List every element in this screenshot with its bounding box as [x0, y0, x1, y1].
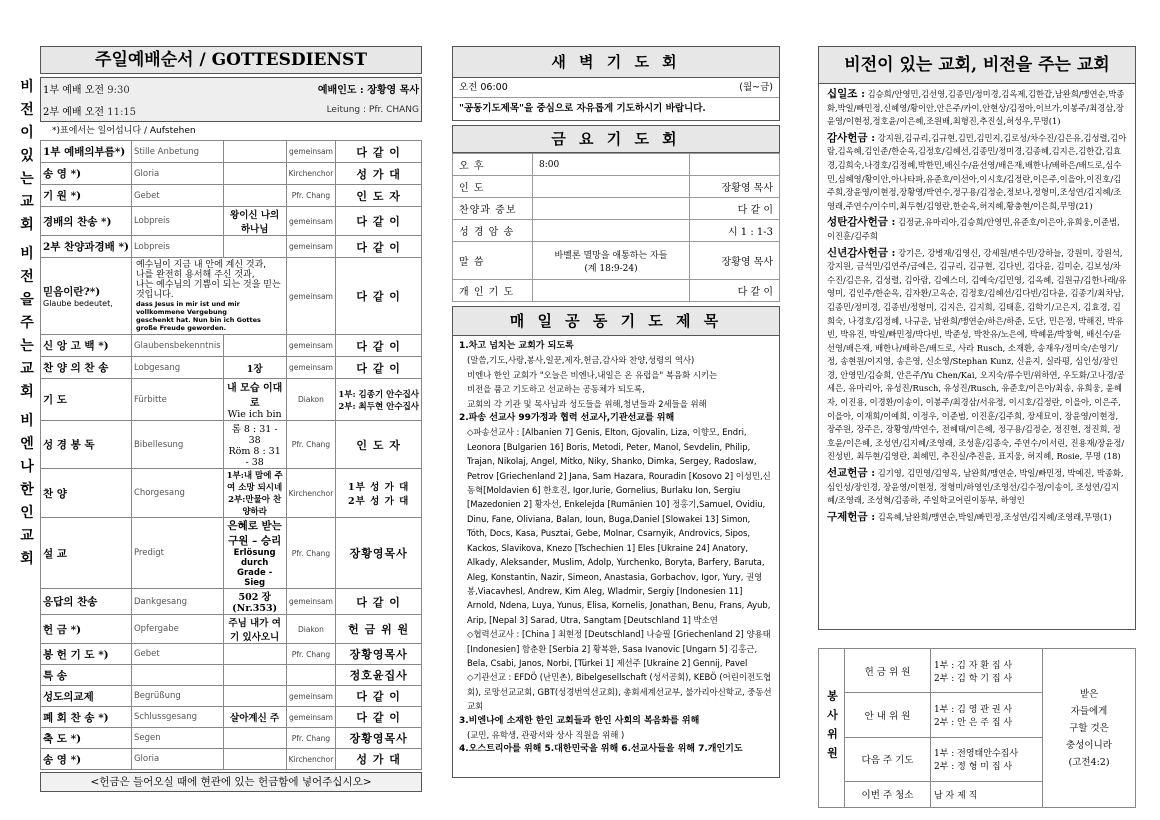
order-item: 2부 찬양과경배 *)	[41, 236, 132, 258]
prayer-text: ◇파송선교사 : [Albanien 7] Genis, Elton, Gjovalin, Liza, 이향모, Endri, Leonora [Bulgarien 16] Boris, Metodi, Peter, Manol, Sevdelin, Philip, Trajan, Nikolaj, Angel, Mitko, Niky, Shanko, Dimka, Sergey, Radoslaw, Petrov [Griechenland 2] Jana, Sam Hazara, Rouradin [Kosovo 2] 이성민,신동혁[Moldavien 6] 한호진, Igor,Iurie, Gornelius, Burlaku Ion, Sergiu [Mazedonien 2] 황자선, Enkelejda [Rumänien 10] 정홍기,Samuel, Ovidiu, Dinu, Fane, Oliviana, Balan, Ioun, Buga,Daniel [Slowakei 13] Simon, Tóth, Docs, Kasa, Pusztai, Gebe, Molnar, Csarnyik, Androvics, Sipos, Kackos, Slavikova, Knezo [Tschechien 1] Eles [Ukraine 24] Anatory, Alkady, Aleksander, Muslim, Adolp, Yurchenko, Boryta, Barfery, Baruta, Aleg, Konstantin, Nazir, Simeon, Anastasia, Gorbachov, Igor, Yury, 권영봉,Viacavhesl, Andrew, Kim Aleg, Wladmir, Sergiy [Indonesien 11] Arnold, Ndena, Luya, Yunus, Elisa, Kornelis, Jonathan, Benu, Frans, Ayub, Arip, [Nepal 3] Sarad, Utra, Sangtam [Deutschland 1] 박소연	[467, 427, 771, 625]
stand-note: *)표에서는 일어섭니다 / Aufstehen	[52, 126, 196, 136]
order-row	[41, 236, 422, 258]
friday-item: 찬양과 중보	[453, 198, 533, 220]
order-item: 송 영 *)	[41, 163, 132, 185]
choir-song2: 2부:만물아 찬양하라	[228, 495, 282, 517]
order-leader: gemeinsam	[286, 357, 336, 379]
order-leader: Kirchenchor	[286, 163, 336, 185]
verse-line: 충성이니라	[1066, 739, 1112, 751]
offering-names: 김기영, 김민영/김영옥, 남완희/맹연순, 박일/빠민정, 박예진, 박종화, 심인성/장인경, 장윤영/이현정, 정형미/하영인/조영선/김수정/이송이, 조성연/김지혜/조영래, 조성혁/김종하, 주일학교어린이동부, 하영인	[827, 468, 1124, 506]
committee-p2: 2부 : 정 형 미 집 사	[934, 762, 1013, 773]
service-committee	[818, 648, 1136, 808]
order-item-de: Begrüßung	[131, 686, 223, 707]
prayer-de: Fürbitte	[131, 379, 223, 421]
order-content: 502 장 (Nr.353)	[223, 589, 286, 615]
motto-char: 엔	[20, 436, 34, 452]
order-item: 신 앙 고 백 *)	[41, 335, 132, 357]
order-table	[40, 140, 422, 770]
friday-row	[453, 280, 780, 302]
offering-heading: 감사헌금 :	[827, 131, 876, 144]
prayer-meetings-panel	[452, 46, 780, 778]
order-leader: gemeinsam	[286, 141, 336, 163]
order-row	[41, 589, 422, 615]
order-item: 송 영 *)	[41, 749, 132, 770]
friday-row	[453, 242, 780, 280]
committee-people	[931, 737, 1043, 781]
friday-detail	[533, 220, 690, 242]
order-leader: Pfr. Chang	[286, 644, 336, 665]
sermon-leader: Pfr. Chang	[286, 518, 336, 589]
order-content: 살아계신 주	[223, 707, 286, 728]
order-item-de: Stille Anbetung	[131, 141, 223, 163]
friday-detail	[533, 280, 690, 302]
creed-line3: 나는 예수님의 기쁨이 되는 것을 믿는 것입니다.	[135, 280, 281, 300]
dawn-title: 새 벽 기 도 회	[452, 46, 780, 78]
order-item: 응답의 찬송	[41, 589, 132, 615]
order-item-de	[131, 665, 223, 686]
choir-song1: 1부:내 맘에 주여 소망 되시네	[226, 471, 283, 493]
order-item: 폐 회 찬 송 *)	[41, 707, 132, 728]
order-performer: 헌 금 위 원	[336, 615, 422, 644]
friday-row	[453, 154, 780, 176]
order-row	[41, 335, 422, 357]
order-content	[223, 163, 286, 185]
order-item: 봉 헌 기 도 *)	[41, 644, 132, 665]
committee-people	[931, 693, 1043, 737]
friday-detail-text: 8:00	[539, 159, 560, 170]
friday-row	[453, 198, 780, 220]
sermon-text-de: Erlösung durch Grade - Sieg	[233, 548, 276, 588]
service-times	[40, 77, 422, 122]
order-row	[41, 615, 422, 644]
order-item-de: Gebet	[131, 644, 223, 665]
motto-char: 전	[20, 269, 34, 285]
committee-p2: 2부 : 김 학 기 집 사	[934, 673, 1013, 684]
friday-detail-text: 바벨론 멸망을 애통하는 자들	[554, 250, 668, 261]
friday-detail	[533, 242, 690, 280]
order-content: 주님 내가 여기 있사오니	[223, 615, 286, 644]
offering-heading: 구제헌금 :	[827, 510, 876, 523]
order-row	[41, 207, 422, 236]
prayer-text: 비전을 품고 기도하고 선교하는 공동체가 되도록,	[467, 384, 645, 395]
prayer-heading: 2.파송 선교사 99가정과 협력 선교사,기관선교를 위해	[459, 413, 675, 424]
offering-names: 강기은, 강병재/김영신, 강세원/변수민/강하늘, 강원미, 강원석, 강지원, 금석민/김연주/금예은, 김규리, 김규현, 김다빈, 김다윤, 김미순, 김보성/차수진/김은유, 김성렬, 김아람, 김예스더, 김예숙/김민영, 김옥혜, 김원규/김한나래/유영미, 김인주/한순옥, 김자환/고옥순, 김정호/김혜선/김다빈/김다윤, 김종기/최차남, 김종민/정미경, 김종빈/정형미, 김지은, 김지희, 김태훈, 김학기/고은지, 김효경, 김희숙, 나경호/김정혜, 나규운, 남완희/맹연순/하은/하준, 도단, 민은정, 박해진, 박유빈, 박유진, 박일/빠민정/박다빈, 박준성, 박찬유/노은에, 박혜윤/박창혁, 배신수/윤선영/배은재, 배한나/배하은/배드로, 사라 Rusch, 소재환, 송재우/정미숙/손영기/정, 송현원/이지영, 송은영, 신소영/Stephan Kunz, 신윤지, 실라평, 심인성/장인경, 안영민/김승희, 안은주/Yu Chen/Kai, 오지숙/류수민/위하연, 우도화/고나경/공세은, 유마리아, 유성진/Rusch, 유성진/Rusch, 유준호/이은아/최송, 유희웅, 윤혜자, 이진용, 이경환/이송이, 이봉주/최경삼/서유정, 이시호/김정란, 이을아, 이은주, 이을아, 이재희/이예희, 이정우, 이준범, 이진훈/김주희, 장세묘이, 장윤영/이현정, 장주원, 장주은, 장황영/박연수, 전혜태/이은혜, 정구용/김정순, 정진현, 정진희, 정호윤/이은혜, 조성연/김지혜/조영래, 조성훈/김종숙, 주연수/이서린, 진용재/장윤정/진성빈, 최두현/김영란, 최혜민, 추진실/추진윤, 표지웅, 허지혜, Rosie, 무명 (18)	[827, 247, 1127, 462]
order-content	[223, 728, 286, 749]
sermon-de: Predigt	[131, 518, 223, 589]
order-leader: gemeinsam	[286, 236, 336, 258]
prayer-text: 비엔나 한인 교회가 "오늘은 비엔나,내일은 온 유럽을" 복음화 시키는	[467, 369, 718, 380]
prayer-title: 기 도	[41, 379, 132, 421]
choir-row	[41, 469, 422, 518]
order-item: 찬 양 의 찬 송	[41, 357, 132, 379]
committee-role: 안 내 위 원	[845, 693, 931, 737]
offering-heading: 성탄감사헌금 :	[827, 216, 896, 229]
order-leader	[286, 665, 336, 686]
sermon-text: 은혜로 받는 구원 – 승리	[227, 520, 282, 547]
order-performer: 다 같 이	[336, 236, 422, 258]
daily-title: 매 일 공 동 기 도 제 목	[452, 306, 780, 336]
bible-performer: 인 도 자	[336, 421, 422, 469]
creed-line5: geschenkt hat. Nun bin ich Gottes große Freude geworden.	[135, 316, 261, 332]
order-performer: 다 같 이	[336, 207, 422, 236]
order-row	[41, 357, 422, 379]
order-item-de: Gloria	[131, 163, 223, 185]
friday-item: 개 인 기 도	[453, 280, 533, 302]
choir-de: Chorgesang	[131, 469, 223, 518]
prayer-row	[41, 379, 422, 421]
sermon-row	[41, 518, 422, 589]
motto-char: 교	[20, 194, 34, 210]
offering-names: 김승희/안영민,김선영,김종민/정미경,김옥제,김한갑,남완희/맹연순,박종화,박일/빠민정,신혜영/황이안,안은주/카이,안현상/김정아,이브가,이봉주/최경삼,장윤영/이현정,정호윤/이은혜,조원배,최형진,추진실,허성우,무명(1)	[827, 89, 1125, 127]
worship-title: 주일예배순서 / GOTTESDIENST	[40, 46, 422, 74]
committee-verse	[1043, 649, 1136, 808]
offering-names: 강지원,김규리,김규현,김민,김민지,김로성/차수진/김은유,김성렬,김아람,김옥혜,김인준/한순옥,김정호/김혜선,김종민/정미경,김종혜,김지은,김한갑,김효경,김희숙,나경호/김정혜,박한민,배신수/윤선영/배은재,배한나/배하은/배드로,심수민,심혜영/황이안,아나타파,유준호/이선아,이시호/김정란,이은주,이을아,이진호/김주희,장윤영/이현정,장황영/박연수,정구용/김정순,정보나,정형미,조성연/김지혜/조영래,주연수/이수미,최두현/김영란,한순옥,허지혜,황충현/이은희,무명(21)	[827, 132, 1127, 211]
order-row	[41, 141, 422, 163]
prayer-heading: 3.비엔나에 소재한 한인 교회들과 한인 사회의 복음화를 위해	[459, 715, 700, 726]
order-item-de: Schlussgesang	[131, 707, 223, 728]
service1-label: 1부 예배 오전 9:30	[43, 85, 130, 97]
order-performer: 다 같 이	[336, 141, 422, 163]
friday-leader: 다 같 이	[690, 198, 780, 220]
dawn-note: "공동기도제목"을 중심으로 자유롭게 기도하시기 바랍니다.	[459, 103, 706, 114]
order-performer: 다 같 이	[336, 357, 422, 379]
order-performer: 성 가 대	[336, 163, 422, 185]
prayer-p1: 1부: 김종기 안수집사	[338, 389, 419, 400]
order-leader: gemeinsam	[286, 686, 336, 707]
prayer-text: (말씀,기도,사랑,봉사,일꾼,제자,헌금,감사와 찬양,성령의 역사)	[467, 355, 695, 366]
order-leader: Pfr. Chang	[286, 728, 336, 749]
order-item: 경배의 찬송 *)	[41, 207, 132, 236]
order-item-de: Gloria	[131, 749, 223, 770]
offering-section	[827, 132, 1127, 214]
motto-char: 인	[20, 505, 34, 521]
motto-char: 는	[20, 338, 34, 354]
order-leader: gemeinsam	[286, 707, 336, 728]
sermon-title: 설 교	[41, 518, 132, 589]
order-content	[223, 185, 286, 207]
friday-item: 성 경 암 송	[453, 220, 533, 242]
motto-char: 비	[20, 246, 34, 262]
committee-row	[819, 649, 1136, 693]
committee-role: 다음 주 기도	[845, 737, 931, 781]
choir-p2: 2부 성 가 대	[348, 496, 410, 507]
order-leader: Pfr. Chang	[286, 185, 336, 207]
order-content: 1장	[223, 357, 286, 379]
prayer-hymn: 내 모습 이대로	[227, 383, 283, 409]
friday-row	[453, 176, 780, 198]
order-item-de: Lobpreis	[131, 236, 223, 258]
service2-leader: Leitung : Pfr. CHANG	[326, 105, 419, 116]
worship-order-panel	[40, 46, 422, 792]
committee-label: 봉사위원	[819, 649, 845, 808]
motto-char: 는	[20, 171, 34, 187]
offering-names: 김정균,유마리아,김승희/안영민,유준호/이은아,유희웅,이준범,이진훈/김주희	[827, 217, 1120, 241]
order-performer: 다 같 이	[336, 589, 422, 615]
order-item: 축 도 *)	[41, 728, 132, 749]
order-performer: 다 같 이	[336, 335, 422, 357]
order-row	[41, 686, 422, 707]
order-item: 기 원 *)	[41, 185, 132, 207]
order-item: 특 송	[41, 665, 132, 686]
committee-p2: 2부 : 안 은 주 집 사	[934, 717, 1013, 728]
committee-people	[931, 649, 1043, 693]
committee-p1: 1부 : 김 자 환 집 사	[934, 660, 1013, 671]
order-row	[41, 163, 422, 185]
offering-section	[827, 216, 1127, 243]
choir-leader: Kirchenchor	[286, 469, 336, 518]
order-content: 왕이신 나의 하나님	[223, 207, 286, 236]
committee-role: 헌 금 위 원	[845, 649, 931, 693]
offering-heading: 십일조 :	[827, 88, 865, 100]
friday-leader: 장황영 목사	[690, 176, 780, 198]
order-content	[223, 686, 286, 707]
offering-section	[827, 467, 1127, 508]
offering-names: 김옥혜,남완희/맹연순,박일/빠민정,조성연/김지혜/조영래,무명(1)	[877, 511, 1112, 522]
creed-title-de: Glaube bedeutet,	[43, 299, 113, 308]
order-performer: 성 가 대	[336, 749, 422, 770]
choir-title: 찬 양	[41, 469, 132, 518]
friday-detail	[533, 198, 690, 220]
order-performer: 정호윤집사	[336, 665, 422, 686]
order-row	[41, 644, 422, 665]
vision-title: 비전이 있는 교회, 비전을 주는 교회	[818, 46, 1136, 84]
offering-footer: <헌금은 들어오실 때에 현관에 있는 헌금함에 넣어주십시오>	[40, 772, 422, 792]
order-item-de: Segen	[131, 728, 223, 749]
prayer-p2: 2부: 최두현 안수집사	[338, 401, 419, 412]
order-performer: 인 도 자	[336, 185, 422, 207]
motto-char: 한	[20, 482, 34, 498]
motto-char: 교	[20, 361, 34, 377]
bible-row	[41, 421, 422, 469]
verse-line: (고전4:2)	[1068, 756, 1110, 768]
service2-label: 2부 예배 오전 11:15	[43, 106, 137, 118]
order-content	[223, 141, 286, 163]
motto-char: 전	[20, 102, 34, 118]
order-item-de: Lobgesang	[131, 357, 223, 379]
daily-prayer-list	[452, 336, 780, 778]
motto-char: 회	[20, 217, 34, 233]
creed-line4: dass Jesus in mir ist und mir vollkommene Vergebung	[135, 300, 240, 316]
prayer-hymn-de: Wie ich bin	[227, 409, 282, 420]
bible-title: 성 경 봉 독	[41, 421, 132, 469]
motto-char: 주	[20, 315, 34, 331]
motto-char: 있	[20, 148, 34, 164]
friday-detail	[533, 154, 690, 176]
dawn-days: (월~금)	[739, 82, 773, 93]
friday-detail	[533, 176, 690, 198]
prayer-text: ◇기관선교 : EFDÖ (난민촌), Bibelgesellschaft (성서공회), KEBÖ (어린이전도협회), 로망선교교회, GBT(성경번역선교회), 총회세계선교부, 불가리아신학교, 중동선교회	[467, 672, 772, 712]
friday-table	[452, 153, 780, 302]
order-leader: gemeinsam	[286, 589, 336, 615]
prayer-text: (교민, 유학생, 관광서와 상사 직원을 위해 )	[467, 729, 625, 740]
friday-item: 말 씀	[453, 242, 533, 280]
verse-line: 받은	[1079, 688, 1099, 700]
prayer-text: ◇협력선교사 : [China ] 최현정 [Deutschland] 나승필 [Griechenland 2] 양용태 [Indonesien] 함춘환 [Serbia 2] 황복환, Sasa Ivanovic [Ungarn 5] 김홍근, Bela, Csabi, Janos, Norbi, [Türkei 1] 제선주 [Ukraine 2] Gennij, Pavel	[467, 629, 771, 668]
order-leader: Diakon	[286, 615, 336, 644]
order-row	[41, 665, 422, 686]
offering-heading: 신년감사헌금 :	[827, 246, 896, 259]
friday-leader: 시 1 : 1-3	[690, 220, 780, 242]
committee-p1: 1부 : 김 영 관 권 사	[934, 704, 1013, 715]
choir-p1: 1부 성 가 대	[348, 482, 410, 493]
order-performer: 장황영목사	[336, 644, 422, 665]
prayer-leader: Diakon	[286, 379, 336, 421]
offering-section	[827, 511, 1127, 525]
motto-char: 이	[20, 125, 34, 141]
order-content	[223, 236, 286, 258]
offerings-panel	[818, 46, 1136, 808]
order-item: 1부 예배의부름*)	[41, 141, 132, 163]
order-row	[41, 728, 422, 749]
committee-people	[931, 781, 1043, 807]
order-performer: 다 같 이	[336, 686, 422, 707]
sermon-performer: 장황영목사	[336, 518, 422, 589]
motto-char: 회	[20, 551, 34, 567]
order-item-de: Glaubensbekenntnis	[131, 335, 223, 357]
bible-leader: Pfr. Chang	[286, 421, 336, 469]
order-content	[223, 644, 286, 665]
order-content	[223, 749, 286, 770]
order-item-de: Opfergabe	[131, 615, 223, 644]
offering-section	[827, 88, 1127, 129]
friday-title: 금 요 기 도 회	[452, 125, 780, 153]
order-row	[41, 749, 422, 770]
friday-leader	[690, 154, 780, 176]
order-row	[41, 185, 422, 207]
order-item-de: Gebet	[131, 185, 223, 207]
verse-line: 구할 것은	[1069, 722, 1109, 734]
friday-item: 오 후	[453, 154, 533, 176]
friday-leader: 다 같 이	[690, 280, 780, 302]
committee-p1: 남 자 제 직	[934, 790, 978, 801]
prayer-text: 교회의 각 기관 및 목사님과 성도들을 위해,청년들과 2세들을 위해	[467, 398, 707, 409]
motto-char: 회	[20, 384, 34, 400]
dawn-box	[452, 78, 780, 121]
order-leader: gemeinsam	[286, 207, 336, 236]
order-row	[41, 707, 422, 728]
friday-detail-ref: (계 18:9-24)	[584, 263, 638, 274]
friday-leader: 장황영 목사	[690, 242, 780, 280]
motto-char: 교	[20, 528, 34, 544]
order-performer: 다 같 이	[336, 707, 422, 728]
creed-leader: gemeinsam	[286, 258, 336, 335]
order-content	[223, 335, 286, 357]
motto-char: 비	[20, 413, 34, 429]
order-performer: 장황영목사	[336, 728, 422, 749]
verse-line: 자들에게	[1070, 705, 1108, 717]
creed-title: 믿음이란?*)	[43, 286, 101, 298]
creed-line2: 나를 완전히 용서해 주신 것과,	[135, 270, 255, 280]
bible-ref: 롬 8 : 31 - 38	[231, 424, 278, 446]
prayer-heading: 1.차고 넘치는 교회가 되도록	[459, 341, 574, 351]
committee-p1: 1부 : 전영태안수집사	[934, 749, 1019, 760]
motto-char: 나	[20, 459, 34, 475]
offering-list	[818, 84, 1136, 630]
offering-section	[827, 247, 1127, 465]
order-item-de: Dankgesang	[131, 589, 223, 615]
order-item: 헌 금 *)	[41, 615, 132, 644]
order-item-de: Lobpreis	[131, 207, 223, 236]
prayer-heading: 4.오스트리아를 위해 5.대한민국을 위해 6.선교사들을 위해 7.개인기도	[459, 744, 743, 755]
creed-performer: 다 같 이	[336, 258, 422, 335]
creed-row	[41, 258, 422, 335]
service1-leader: 예배인도 : 장황영 목사	[317, 85, 419, 97]
order-leader: gemeinsam	[286, 335, 336, 357]
offering-heading: 선교헌금 :	[827, 467, 876, 480]
motto-char: 비	[20, 79, 34, 95]
bible-ref-de: Röm 8 : 31 - 38	[228, 446, 281, 468]
friday-item: 인 도	[453, 176, 533, 198]
motto-char: 을	[20, 292, 34, 308]
committee-role: 이번 주 청소	[845, 781, 931, 807]
creed-line1: 예수님이 지금 내 안에 계신 것과,	[135, 260, 267, 270]
order-leader: Kirchenchor	[286, 749, 336, 770]
vertical-motto	[18, 76, 36, 571]
order-item: 성도의교제	[41, 686, 132, 707]
bible-de: Bibellesung	[131, 421, 223, 469]
order-content	[223, 665, 286, 686]
friday-row	[453, 220, 780, 242]
dawn-time: 오전 06:00	[459, 82, 508, 93]
